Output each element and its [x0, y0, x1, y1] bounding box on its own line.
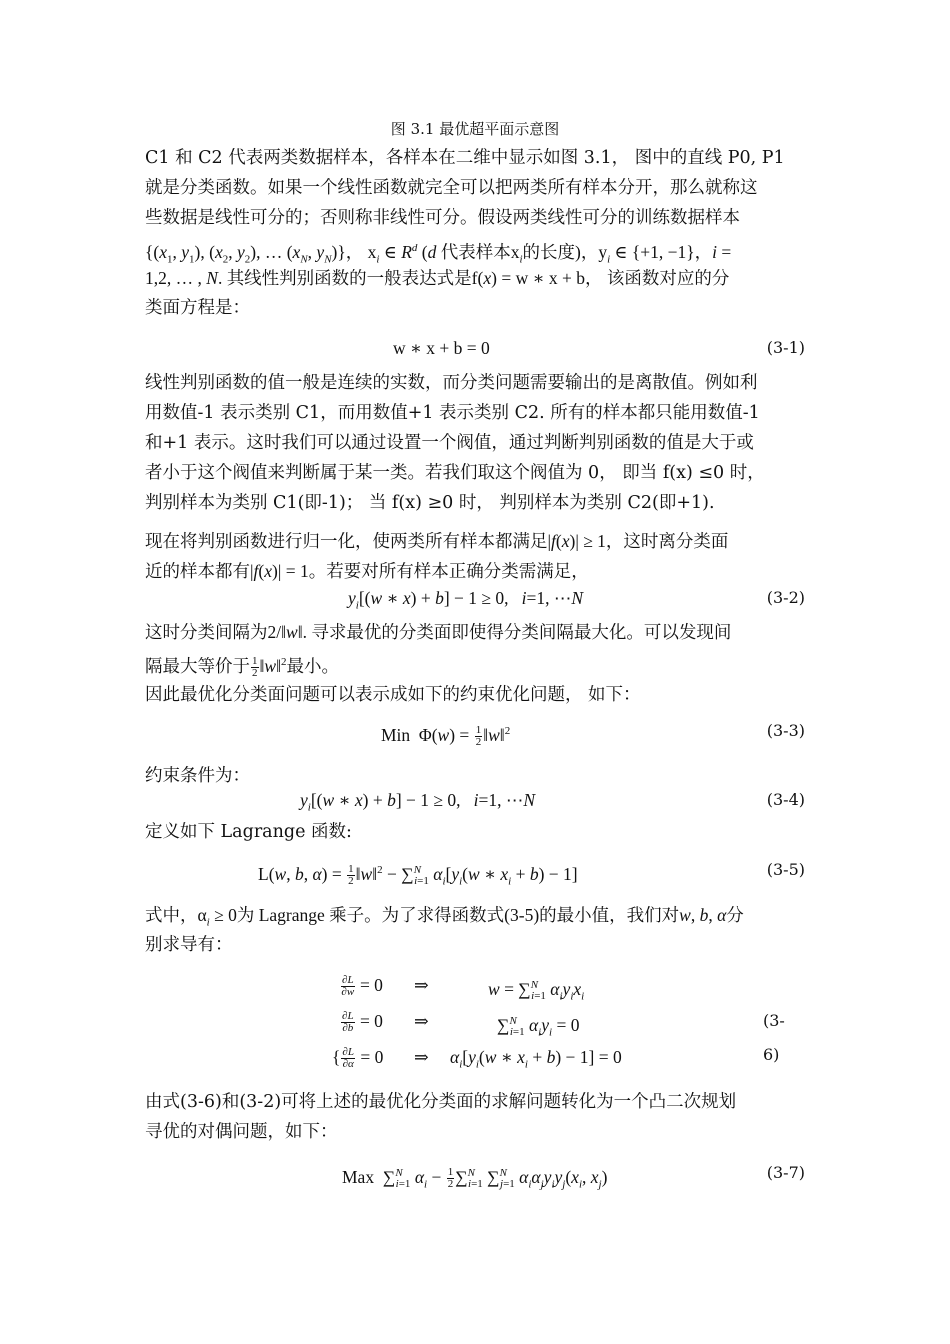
equation-3-4	[145, 785, 810, 815]
equation-number: (3-5)	[766, 860, 805, 879]
text-line: C1 和 C2 代表两类数据样本，各样本在二维中显示如图 3.1， 图中的直线 P0, P1	[145, 148, 785, 168]
equation-number: (3-1)	[766, 338, 805, 357]
equation-system-3-6	[332, 968, 785, 1078]
equation-number: (3-6)	[763, 1011, 785, 1064]
equation-3-5	[145, 855, 810, 888]
equation-3-7	[145, 1158, 810, 1191]
equation-body: $y_i[(w$ ∗ x) + b] − 1 ≥ 0, i=1, ⋯N	[348, 588, 584, 612]
text-line-math: 近的样本都有|f(x)| = 1。若要对所有样本正确分类需满足，	[145, 561, 589, 581]
text-line: 因此最优化分类面问题可以表示成如下的约束优化问题， 如下：	[145, 685, 641, 705]
equation-body: $y_i[(w$ ∗ x) + b] − 1 ≥ 0, i=1, ⋯N	[300, 790, 536, 814]
text-line-math: 式中，$\alpha_i \ge 0$为 Lagrange 乘子。为了求得函数式(3-5)的最小值，我们对w, b, α分	[145, 905, 744, 929]
text-line-math: {($x_1$, $y_1$), ($x_2$, $y_2$), … ($x_N$, $y_N$)}， $x_i$ ∈ $R^d$ (d 代表样本$x_i$的长度)，$y_i$ ∈ {+1, −1}，i =	[145, 241, 732, 266]
equation-row: $\frac{\partial L}{\partial b}$ = 0 ⇒ ∑$^N_{i=1}$ $\alpha_iy_i = 0$	[342, 1010, 580, 1039]
equation-number: (3-2)	[766, 588, 805, 607]
equation-number: (3-4)	[766, 790, 805, 809]
paragraph-optimization	[145, 680, 810, 710]
paragraph-lagrange	[145, 817, 810, 847]
text-line: 者小于这个阀值来判断属于某一类。若我们取这个阀值为 0， 即当 f(x) ≤0 时，	[145, 463, 765, 483]
text-line: 类面方程是：	[145, 298, 250, 318]
equation-body: Min Φ(w) = $\frac{1}{2}$ ‖w‖$^2$	[381, 724, 511, 749]
paragraph-intro	[145, 143, 810, 323]
text-line-math: 1,2, … , N. 其线性判别函数的一般表达式是f(x) = w ∗ x + b， 该函数对应的分	[145, 268, 730, 288]
equation-body: Max ∑$^N_{i=1}$ $\alpha_i$ − $\frac{1}{2}$ ∑$^N_{i=1}$ ∑$^N_{j=1}$ $\alpha_i\alpha_jy_iy_j(x_i$, $x_j$)	[342, 1166, 608, 1191]
text-line: 些数据是线性可分的；否则称非线性可分。假设两类线性可分的训练数据样本	[145, 208, 740, 228]
text-line-math: 隔最大等价于 $\frac{1}{2}$ ‖w‖$^2$最小。	[145, 655, 340, 680]
text-line: 约束条件为：	[145, 766, 250, 786]
text-line: 线性判别函数的值一般是连续的实数，而分类问题需要输出的是离散值。例如利	[145, 373, 758, 393]
text-line-math: 这时分类间隔为2/‖w‖. 寻求最优的分类面即使得分类间隔最大化。可以发现间	[145, 622, 732, 642]
text-line: 定义如下 Lagrange 函数:	[145, 822, 352, 842]
text-line: 就是分类函数。如果一个线性函数就完全可以把两类所有样本分开，那么就称这	[145, 178, 758, 198]
paragraph-normalize	[145, 526, 810, 586]
figure-caption: 图 3.1 最优超平面示意图	[390, 120, 560, 138]
text-line: 用数值-1 表示类别 C1，而用数值+1 表示类别 C2. 所有的样本都只能用数值-1	[145, 403, 760, 423]
text-line-math: 现在将判别函数进行归一化，使两类所有样本都满足|f(x)| ≥ 1，这时离分类面	[145, 531, 729, 551]
text-line: 和+1 表示。这时我们可以通过设置一个阀值，通过判断判别函数的值是大于或	[145, 433, 754, 453]
equation-body: L(w, b, α) = $\frac{1}{2}$ ‖w‖$^2$ − ∑$^N_{i=1}$ $\alpha_i[y_i(w$ ∗ $x_i + b) - 1$]	[258, 863, 578, 888]
text-line: 别求导有：	[145, 935, 233, 955]
equation-row: $\frac{\partial L}{\partial w}$ = 0 ⇒ w = ∑$^N_{i=1}$ $\alpha_iy_ix_i$	[341, 974, 585, 1003]
text-line: 由式(3-6)和(3-2)可将上述的最优化分类面的求解问题转化为一个凸二次规划	[145, 1092, 737, 1112]
text-line: 判别样本为类别 C1(即-1)； 当 f(x) ≥0 时， 判别样本为类别 C2(即+1).	[145, 493, 715, 513]
equation-row: { $\frac{\partial L}{\partial\alpha}$ = 0 ⇒ $\alpha_i[y_i(w$ ∗ $x_i + b) - 1] = 0$	[332, 1046, 622, 1071]
paragraph-multiplier	[145, 900, 810, 960]
equation-number: (3-3)	[766, 721, 805, 740]
equation-body: w ∗ x + b = 0	[393, 338, 490, 358]
text-line: 寻优的对偶问题，如下：	[145, 1122, 338, 1142]
paragraph-margin	[145, 617, 810, 680]
equation-3-1	[145, 333, 810, 363]
equation-number: (3-7)	[766, 1163, 805, 1182]
equation-3-2	[145, 583, 810, 613]
paragraph-dual	[145, 1087, 810, 1147]
equation-3-3	[145, 716, 810, 749]
paragraph-discriminant	[145, 368, 810, 518]
